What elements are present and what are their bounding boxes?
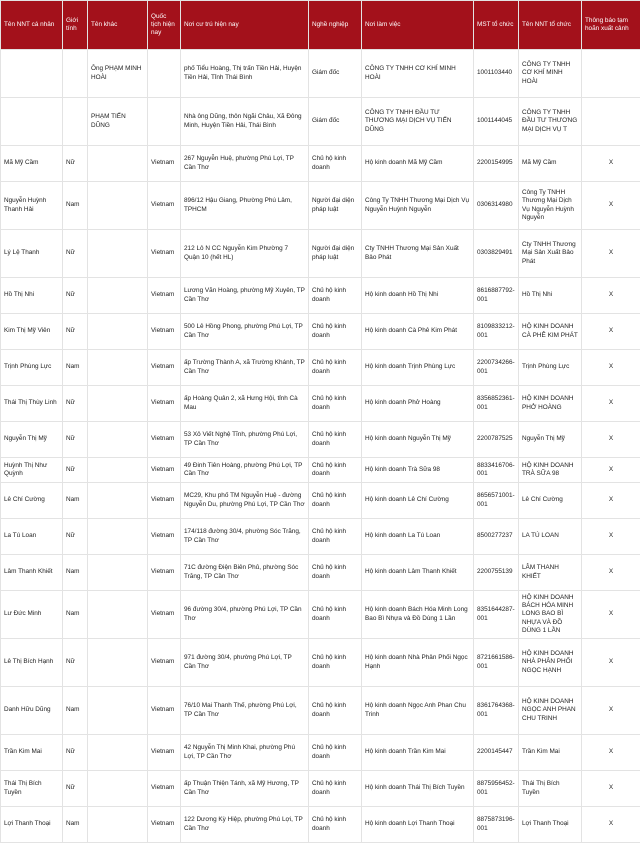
cell-address: Lương Văn Hoàng, phường Mỹ Xuyên, TP Cần Thơ [181,278,309,314]
cell-address: ấp Hoàng Quân 2, xã Hưng Hội, tỉnh Cà Mau [181,386,309,422]
cell-tax-code: 8361764368-001 [474,687,519,735]
cell-org-name: LÂM THANH KHIẾT [519,555,582,591]
cell-other-name [88,483,148,519]
cell-workplace: Hộ kinh doanh Trần Kim Mai [362,735,474,771]
cell-gender: Nam [63,687,88,735]
cell-name: Trịnh Phùng Lực [1,350,63,386]
cell-tax-code: 8500277237 [474,519,519,555]
cell-org-name: HỘ KINH DOANH TRÀ SỮA 98 [519,458,582,483]
table-row [1,98,640,146]
cell-exit-postponement: X [582,771,640,807]
table-row [1,386,640,422]
cell-workplace: Cty TNHH Thương Mại Sản Xuất Bảo Phát [362,230,474,278]
cell-exit-postponement: X [582,458,640,483]
cell-occupation: Chủ hộ kinh doanh [309,483,362,519]
cell-occupation: Chủ hộ kinh doanh [309,687,362,735]
cell-exit-postponement: X [582,350,640,386]
table-row [1,519,640,555]
cell-occupation: Chủ hộ kinh doanh [309,591,362,639]
table-row [1,50,640,98]
cell-nationality: Vietnam [148,314,181,350]
cell-gender: Nữ [63,314,88,350]
cell-occupation: Chủ hộ kinh doanh [309,519,362,555]
header-other-name: Tên khác [88,1,148,50]
cell-name: Mã Mỹ Cầm [1,146,63,182]
cell-other-name [88,735,148,771]
cell-gender: Nữ [63,278,88,314]
cell-gender: Nam [63,483,88,519]
cell-nationality: Vietnam [148,771,181,807]
cell-other-name [88,350,148,386]
cell-address: 896/12 Hậu Giang, Phường Phú Lâm, TPHCM [181,182,309,230]
cell-workplace: Hộ kinh doanh Cà Phê Kim Phát [362,314,474,350]
cell-address: 267 Nguyễn Huệ, phường Phú Lợi, TP Cần Thơ [181,146,309,182]
cell-name: Kim Thị Mỹ Viên [1,314,63,350]
cell-other-name [88,807,148,843]
cell-org-name: Trịnh Phùng Lực [519,350,582,386]
cell-occupation: Chủ hộ kinh doanh [309,314,362,350]
cell-nationality: Vietnam [148,422,181,458]
cell-nationality: Vietnam [148,687,181,735]
cell-org-name: CÔNG TY TNHH ĐẦU TƯ THƯƠNG MẠI DỊCH VỤ T [519,98,582,146]
cell-tax-code: 2200755139 [474,555,519,591]
cell-other-name [88,458,148,483]
cell-name: Lư Đức Minh [1,591,63,639]
cell-name: Thái Thị Thùy Linh [1,386,63,422]
cell-tax-code: 2200145447 [474,735,519,771]
cell-tax-code: 8875873196-001 [474,807,519,843]
cell-nationality: Vietnam [148,807,181,843]
cell-gender [63,98,88,146]
cell-workplace: Hộ kinh doanh Hồ Thị Nhi [362,278,474,314]
cell-tax-code: 8356852361-001 [474,386,519,422]
cell-name: La Tú Loan [1,519,63,555]
header-workplace: Nơi làm việc [362,1,474,50]
cell-name: Huỳnh Thị Như Quỳnh [1,458,63,483]
table-row [1,807,640,843]
cell-gender: Nam [63,591,88,639]
cell-occupation: Chủ hộ kinh doanh [309,807,362,843]
cell-other-name [88,230,148,278]
cell-tax-code: 8109833212-001 [474,314,519,350]
header-row [1,1,640,50]
cell-name: Lâm Thanh Khiết [1,555,63,591]
cell-occupation: Người đại diện pháp luật [309,182,362,230]
cell-exit-postponement: X [582,483,640,519]
table-row [1,314,640,350]
cell-address: ấp Trường Thành A, xã Trường Khánh, TP Cần Thơ [181,350,309,386]
cell-org-name: Nguyễn Thị Mỹ [519,422,582,458]
header-occupation: Nghề nghiệp [309,1,362,50]
cell-name [1,98,63,146]
header-address: Nơi cư trú hiện nay [181,1,309,50]
cell-nationality: Vietnam [148,519,181,555]
table-row [1,278,640,314]
cell-address: 71C đường Điện Biên Phủ, phường Sóc Trăng, TP Cần Thơ [181,555,309,591]
cell-other-name [88,771,148,807]
cell-other-name [88,519,148,555]
cell-other-name [88,386,148,422]
cell-nationality: Vietnam [148,483,181,519]
cell-workplace: Hộ kinh doanh Nhà Phân Phối Ngọc Hạnh [362,639,474,687]
header-tax-code: MST tổ chức [474,1,519,50]
cell-name: Thái Thị Bích Tuyền [1,771,63,807]
cell-tax-code: 0306314980 [474,182,519,230]
cell-org-name: Lê Chí Cường [519,483,582,519]
cell-tax-code: 8656571001-001 [474,483,519,519]
table-row [1,350,640,386]
cell-other-name [88,555,148,591]
cell-other-name [88,639,148,687]
cell-exit-postponement: X [582,182,640,230]
cell-name: Lê Thị Bích Hạnh [1,639,63,687]
cell-workplace: CÔNG TY TNHH CƠ KHÍ MINH HOÀI [362,50,474,98]
cell-workplace: Công Ty TNHH Thương Mại Dịch Vụ Nguyễn Huỳnh Nguyễn [362,182,474,230]
cell-workplace: Hộ kinh doanh Ngọc Anh Phan Chu Trinh [362,687,474,735]
cell-org-name: HỘ KINH DOANH BÁCH HÓA MINH LONG BAO BÌ NHỰA VÀ ĐỒ DÙNG 1 LẦN [519,591,582,639]
cell-org-name: Hồ Thị Nhi [519,278,582,314]
cell-org-name: Cty TNHH Thương Mại Sản Xuất Bảo Phát [519,230,582,278]
cell-org-name: Mã Mỹ Cầm [519,146,582,182]
cell-name: Trần Kim Mai [1,735,63,771]
cell-exit-postponement [582,50,640,98]
table-row [1,771,640,807]
cell-org-name: HỘ KINH DOANH NGỌC ANH PHAN CHU TRINH [519,687,582,735]
cell-other-name [88,687,148,735]
cell-other-name [88,591,148,639]
cell-exit-postponement: X [582,639,640,687]
cell-nationality [148,98,181,146]
cell-other-name [88,182,148,230]
cell-gender: Nam [63,350,88,386]
cell-nationality [148,50,181,98]
table-row [1,483,640,519]
cell-address: 971 đường 30/4, phường Phú Lợi, TP Cần Thơ [181,639,309,687]
cell-gender: Nữ [63,422,88,458]
table-row [1,230,640,278]
cell-gender: Nữ [63,639,88,687]
cell-nationality: Vietnam [148,182,181,230]
cell-workplace: Hộ kinh doanh Trịnh Phùng Lực [362,350,474,386]
cell-exit-postponement: X [582,278,640,314]
cell-occupation: Giám đốc [309,50,362,98]
cell-address: 53 Xô Viết Nghệ Tĩnh, phường Phú Lợi, TP Cần Thơ [181,422,309,458]
cell-other-name [88,278,148,314]
cell-name [1,50,63,98]
cell-address: 76/10 Mai Thanh Thế, phường Phú Lợi, TP Cần Thơ [181,687,309,735]
cell-address: 212 Lô N CC Nguyễn Kim Phường 7 Quận 10 (hết HL) [181,230,309,278]
table-row [1,735,640,771]
cell-exit-postponement: X [582,386,640,422]
cell-nationality: Vietnam [148,639,181,687]
cell-nationality: Vietnam [148,458,181,483]
cell-org-name: HỘ KINH DOANH NHÀ PHÂN PHỐI NGỌC HẠNH [519,639,582,687]
cell-gender: Nam [63,182,88,230]
header-name: Tên NNT cá nhân [1,1,63,50]
cell-exit-postponement: X [582,422,640,458]
cell-occupation: Người đại diện pháp luật [309,230,362,278]
cell-tax-code: 2200787525 [474,422,519,458]
cell-nationality: Vietnam [148,278,181,314]
cell-nationality: Vietnam [148,230,181,278]
cell-name: Lê Chí Cường [1,483,63,519]
cell-gender: Nữ [63,735,88,771]
cell-org-name: Thái Thị Bích Tuyền [519,771,582,807]
cell-other-name [88,314,148,350]
cell-occupation: Giám đốc [309,98,362,146]
cell-name: Danh Hữu Dũng [1,687,63,735]
table-row [1,639,640,687]
cell-nationality: Vietnam [148,735,181,771]
cell-exit-postponement [582,98,640,146]
cell-tax-code: 8616887792-001 [474,278,519,314]
cell-gender: Nữ [63,386,88,422]
cell-exit-postponement: X [582,146,640,182]
cell-occupation: Chủ hộ kinh doanh [309,278,362,314]
header-gender: Giới tính [63,1,88,50]
cell-org-name: CÔNG TY TNHH CƠ KHÍ MINH HOÀI [519,50,582,98]
cell-gender [63,50,88,98]
cell-workplace: Hộ kinh doanh Thái Thị Bích Tuyền [362,771,474,807]
cell-other-name [88,422,148,458]
table-row [1,687,640,735]
cell-exit-postponement: X [582,735,640,771]
cell-name: Hồ Thị Nhi [1,278,63,314]
header-exit-postponement: Thông báo tạm hoãn xuất cảnh [582,1,640,50]
cell-exit-postponement: X [582,591,640,639]
cell-org-name: Trần Kim Mai [519,735,582,771]
cell-workplace: Hộ kinh doanh Bách Hóa Minh Long Bao Bì Nhựa và Đồ Dùng 1 Lần [362,591,474,639]
cell-occupation: Chủ hộ kinh doanh [309,422,362,458]
cell-address: 96 đường 30/4, phường Phú Lợi, TP Cần Thơ [181,591,309,639]
cell-gender: Nữ [63,146,88,182]
cell-org-name: LA TÚ LOAN [519,519,582,555]
table-row [1,182,640,230]
cell-address: MC29, Khu phố TM Nguyễn Huệ - đường Nguyễn Du, phường Phú Lợi, TP Cần Thơ [181,483,309,519]
cell-gender: Nam [63,807,88,843]
cell-tax-code: 8721661586-001 [474,639,519,687]
cell-gender: Nữ [63,230,88,278]
cell-address: 174/118 đường 30/4, phường Sóc Trăng, TP Cần Thơ [181,519,309,555]
cell-gender: Nữ [63,771,88,807]
cell-org-name: Công Ty TNHH Thương Mại Dịch Vụ Nguyễn Huỳnh Nguyễn [519,182,582,230]
cell-tax-code: 0303829491 [474,230,519,278]
cell-tax-code: 2200734266-001 [474,350,519,386]
cell-workplace: Hộ kinh doanh Lê Chí Cường [362,483,474,519]
cell-gender: Nam [63,555,88,591]
cell-other-name: Ông PHẠM MINH HOÀI [88,50,148,98]
cell-workplace: Hộ kinh doanh Nguyễn Thị Mỹ [362,422,474,458]
cell-other-name [88,146,148,182]
cell-tax-code: 8833416706-001 [474,458,519,483]
cell-address: Nhà ông Dũng, thôn Ngãi Châu, Xã Đông Minh, Huyện Tiền Hải, Thái Bình [181,98,309,146]
cell-nationality: Vietnam [148,555,181,591]
cell-occupation: Chủ hộ kinh doanh [309,735,362,771]
cell-name: Nguyễn Thị Mỹ [1,422,63,458]
cell-occupation: Chủ hộ kinh doanh [309,386,362,422]
cell-org-name: HỘ KINH DOANH CÀ PHÊ KIM PHÁT [519,314,582,350]
cell-gender: Nữ [63,519,88,555]
cell-nationality: Vietnam [148,146,181,182]
header-nationality: Quốc tịch hiện nay [148,1,181,50]
cell-nationality: Vietnam [148,591,181,639]
cell-address: 500 Lê Hồng Phong, phường Phú Lợi, TP Cần Thơ [181,314,309,350]
cell-workplace: Hộ kinh doanh Trà Sữa 98 [362,458,474,483]
cell-name: Lợi Thanh Thoại [1,807,63,843]
cell-tax-code: 1001144045 [474,98,519,146]
cell-workplace: Hộ kinh doanh Lâm Thanh Khiết [362,555,474,591]
cell-exit-postponement: X [582,555,640,591]
cell-gender: Nữ [63,458,88,483]
table-row [1,458,640,483]
cell-nationality: Vietnam [148,350,181,386]
table-row [1,422,640,458]
cell-tax-code: 8875956452-001 [474,771,519,807]
cell-occupation: Chủ hộ kinh doanh [309,350,362,386]
cell-workplace: Hộ kinh doanh La Tú Loan [362,519,474,555]
cell-address: 42 Nguyễn Thị Minh Khai, phường Phú Lợi, TP Cần Thơ [181,735,309,771]
cell-exit-postponement: X [582,687,640,735]
cell-org-name: HỘ KINH DOANH PHỞ HOÀNG [519,386,582,422]
cell-address: phố Tiểu Hoàng, Thị trấn Tiền Hải, Huyện Tiền Hải, Tỉnh Thái Bình [181,50,309,98]
cell-exit-postponement: X [582,314,640,350]
table-row [1,591,640,639]
cell-occupation: Chủ hộ kinh doanh [309,771,362,807]
cell-address: 122 Dương Kỳ Hiệp, phường Phú Lợi, TP Cần Thơ [181,807,309,843]
cell-tax-code: 1001103440 [474,50,519,98]
cell-name: Lý Lệ Thanh [1,230,63,278]
cell-workplace: Hộ kinh doanh Phở Hoàng [362,386,474,422]
cell-occupation: Chủ hộ kinh doanh [309,146,362,182]
cell-address: 49 Đinh Tiên Hoàng, phường Phú Lợi, TP Cần Thơ [181,458,309,483]
cell-address: ấp Thuận Thiện Tánh, xã Mỹ Hương, TP Cần Thơ [181,771,309,807]
cell-workplace: CÔNG TY TNHH ĐẦU TƯ THƯƠNG MẠI DỊCH VỤ TIẾN DŨNG [362,98,474,146]
cell-name: Nguyễn Huỳnh Thanh Hải [1,182,63,230]
table-row [1,555,640,591]
cell-exit-postponement: X [582,230,640,278]
cell-occupation: Chủ hộ kinh doanh [309,458,362,483]
cell-occupation: Chủ hộ kinh doanh [309,639,362,687]
header-org-name: Tên NNT tổ chức [519,1,582,50]
cell-workplace: Hộ kinh doanh Lợi Thanh Thoại [362,807,474,843]
cell-nationality: Vietnam [148,386,181,422]
table-row [1,146,640,182]
cell-other-name: PHẠM TIẾN DŨNG [88,98,148,146]
cell-tax-code: 2200154995 [474,146,519,182]
cell-exit-postponement: X [582,807,640,843]
cell-exit-postponement: X [582,519,640,555]
cell-org-name: Lợi Thanh Thoại [519,807,582,843]
cell-tax-code: 8351644287-001 [474,591,519,639]
cell-occupation: Chủ hộ kinh doanh [309,555,362,591]
cell-workplace: Hộ kinh doanh Mã Mỹ Cầm [362,146,474,182]
